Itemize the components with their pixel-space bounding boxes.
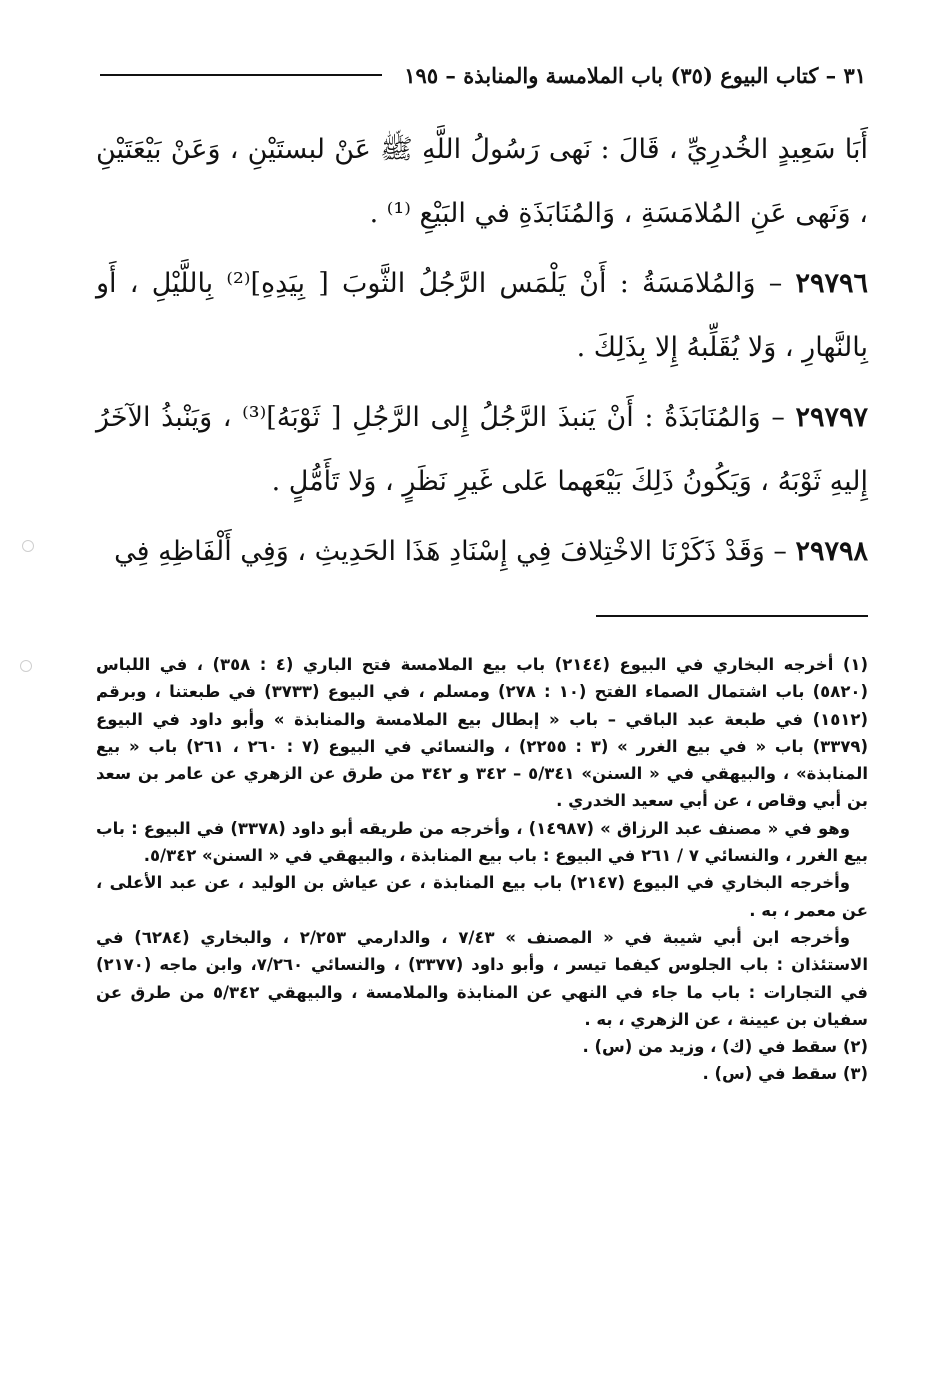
paragraph-number: ٢٩٧٩٦ <box>795 268 868 299</box>
footnote-continuation: وأخرجه ابن أبي شيبة في « المصنف » ٧/٤٣ ، والدارمي ٢/٢٥٣ ، والبخاري (٦٢٨٤) في الاستئذان : باب الجلوس كيفما تيسر ، وأبو داود (٣٣٧٧) ، والنسائي ٧/٢٦٠، وابن ماجه (٢١٧٠) في التجارات : باب ما جاء في النهي عن المنابذة والملامسة ، والبيهقي ٥/٣٤٢ من طرق عن سفيان بن عيينة ، عن الزهري ، به . <box>96 927 868 1029</box>
paragraph-text: – وَالمُنَابَذَةُ : أَنْ يَنبذَ الرَّجُلُ إِلى الرَّجُلِ [ ثَوْبَهُ]⁽³⁾ ، وَيَنْبذُ الآخَرُ إِليهِ ثَوْبَهُ ، وَيَكُونُ ذَلِكَ بَيْعَهما عَلى غَيرِ نَظَرٍ ، وَلا تَأَمُّلٍ . <box>96 402 868 497</box>
footnote: (٢) سقط في (ك) ، وزيد من (س) . <box>582 1037 868 1057</box>
paragraph-number: ٢٩٧٩٧ <box>795 402 868 433</box>
paragraph <box>96 386 868 514</box>
paragraph-number: ٢٩٧٩٨ <box>795 536 868 567</box>
footnote: (١) أخرجه البخاري في البيوع (٢١٤٤) باب بيع الملامسة فتح الباري (٤ : ٣٥٨) ، في اللباس (٥٨٢٠) باب اشتمال الصماء الفتح (١٠ : ٢٧٨) ومسلم ، في البيوع (٣٧٣٣) في طبعتنا ، وبرقم (١٥١٢) في طبعة عبد الباقي – باب « إبطال بيع الملامسة والمنابذة » وأبو داود في البيوع (٣٣٧٩) باب « في بيع الغرر » (٣ : ٢٢٥٥) ، والنسائي في البيوع (٧ : ٢٦٠ ، ٢٦١) باب « بيع المنابذة» ، والبيهقي في « السنن» ٥/٣٤١ – ٣٤٢ و ٣٤٢ من طرق عن الزهري عن عامر بن سعد بن أبي وقاص ، عن أبي سعيد الخدري . <box>96 655 869 811</box>
paragraph <box>96 520 868 584</box>
footnote: (٣) سقط في (س) . <box>702 1064 868 1084</box>
paragraph-text: – وَالمُلامَسَةُ : أَنْ يَلْمَس الرَّجُلُ الثَّوبَ [ بِيَدِهِ]⁽²⁾ بِاللَّيْلِ ، أَو بِالنَّهارِ ، وَلا يُقَلِّبهُ إِلا بِذَلِكَ . <box>96 268 868 363</box>
footnote-divider <box>596 615 868 617</box>
header-rule <box>100 74 382 76</box>
footnotes <box>96 651 868 1088</box>
paragraph-text: أَبَا سَعِيدٍ الخُدرِيِّ ، قَالَ : نَهى رَسُولُ اللَّهِ ﷺ عَنْ لبستَيْنِ ، وَعَنْ بَيْعَتَيْنِ ، وَنَهى عَنِ المُلامَسَةِ ، وَالمُنَابَذَةِ في البَيْعِ ⁽¹⁾ . <box>96 134 868 229</box>
footnote-continuation: وهو في « مصنف عبد الرزاق » (١٤٩٨٧) ، وأخرجه من طريقه أبو داود (٣٣٧٨) في البيوع : باب بيع الغرر ، والنسائي ٧ / ٢٦١ في البيوع : باب بيع المنابذة ، والبيهقي في « السنن» ٥/٣٤٢. <box>96 818 868 866</box>
page-header <box>100 58 866 92</box>
scan-speck <box>22 540 34 552</box>
scan-speck <box>20 660 32 672</box>
paragraph-text: – وَقَدْ ذَكَرْنَا الاخْتِلافَ فِي إِسْنَادِ هَذَا الحَدِيثِ ، وَفِي أَلْفَاظِهِ فِي <box>114 536 787 567</box>
main-text <box>96 118 868 590</box>
paragraph <box>96 252 868 380</box>
paragraph <box>96 118 868 246</box>
running-title: ٣١ – كتاب البيوع (٣٥) باب الملامسة والمنابذة – ١٩٥ <box>404 62 866 88</box>
footnote-continuation: وأخرجه البخاري في البيوع (٢١٤٧) باب بيع المنابذة ، عن عياش بن الوليد ، عن عبد الأعلى ، عن معمر ، به . <box>96 873 868 920</box>
